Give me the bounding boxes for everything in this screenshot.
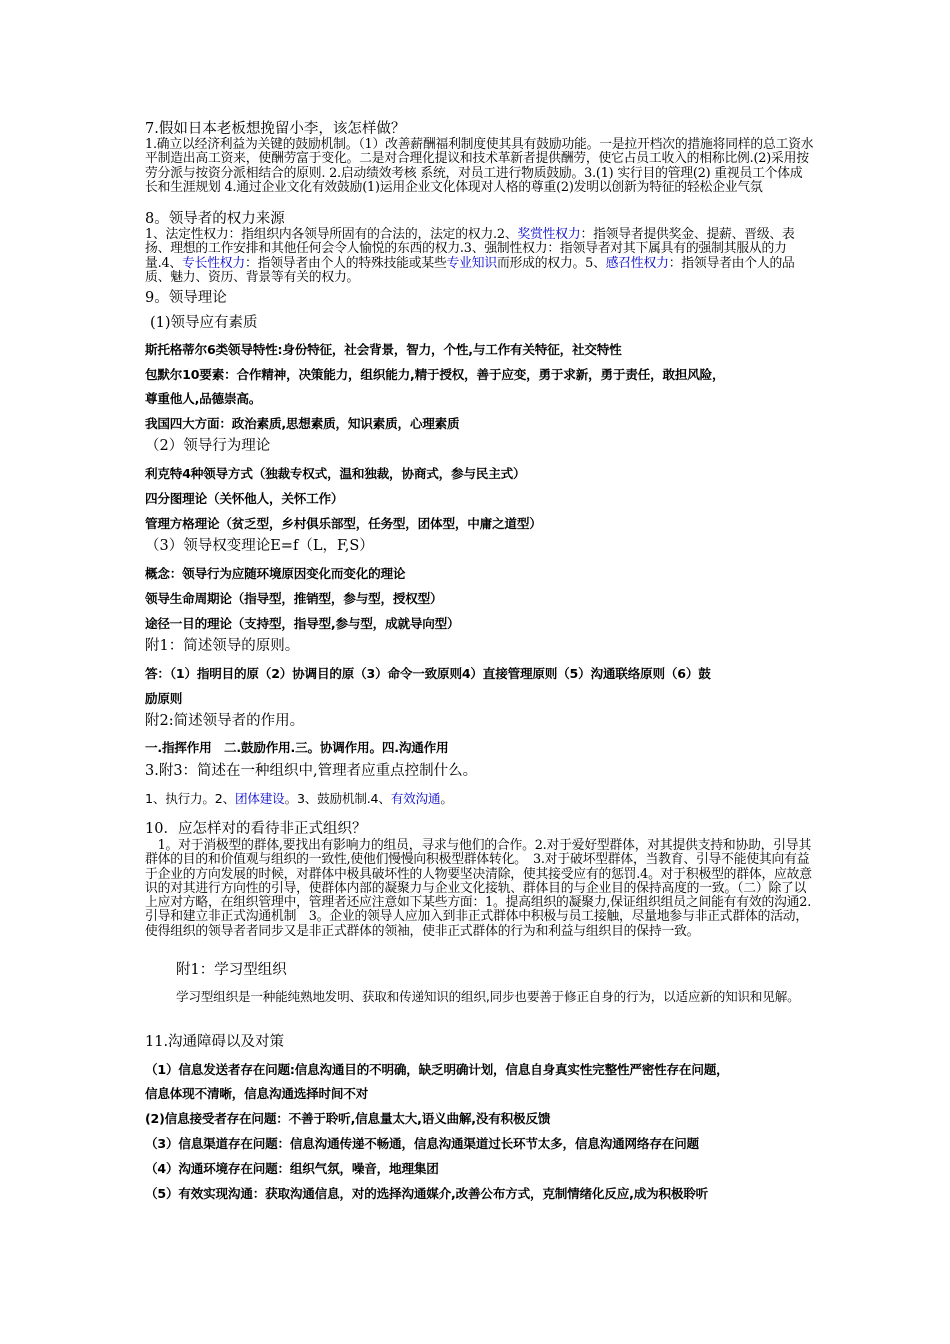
q9-sub3-line2: 领导生命周期论（指导型，推销型，参与型，授权型） [145, 591, 443, 606]
appendix1-heading: 附1：简述领导的原则。 [145, 638, 300, 654]
q9-sub1-line2b: 尊重他人,品德崇高。 [145, 391, 262, 406]
q10-body: 1。对于消极型的群体,要找出有影响力的组员，寻求与他们的合作。2.对于爱好型群体，对其提供支持和协助，引导其群体的目的和价值观与组织的一致性,使他们慢慢向积极型群体转化。 3.对于破坏型群体，当教育、引导不能使其向有益于企业的方向发展的时候，对群体中极具破坏性的人物要坚决清除，使其接受应有的惩罚.4。对于积极型的群体，应故意识的对其进行方向性的引导，使群体内部的凝聚力与企业文化接轨、群体目的与企业目的保持高度的一致。（二）除了以上应对方略，在组织管理中，管理者还应注意如下某些方面：1。提高组织的凝聚力,保证组织组员之间能有有效的沟通2.引导和建立非正式沟通机制 3。企业的领导人应加入到非正式群体中积极与员工接触，尽量地参与非正式群体的活动，使得组织的领导者者同步又是非正式群体的领袖，使非正式群体的行为和利益与组织目的保持一致。 [145, 838, 812, 939]
appendix2-heading: 附2:简述领导者的作用。 [145, 713, 305, 729]
q8-text-4: 而形成的权力。5、 [496, 255, 606, 271]
q11-line1b: 信息体现不清晰，信息沟通选择时间不对 [145, 1086, 369, 1101]
q9-sub2-heading: （2）领导行为理论 [145, 438, 271, 454]
q8-text-5: ：指领导者由个人的品质、魅力、资历、背景等有关的权力。 [145, 255, 795, 285]
q9-sub3-line1: 概念：领导行为应随环境原因变化而变化的理论 [145, 566, 406, 581]
appendix1-answer-a: 答：（1）指明目的原（2）协调目的原（3）命令一致原则4）直接管理原则（5）沟通联络原则（6）鼓 [145, 666, 711, 681]
q9-sub2-line2: 四分图理论（关怀他人，关怀工作） [145, 491, 344, 506]
professional-knowledge-link[interactable]: 专业知识 [446, 255, 497, 271]
expert-power-link[interactable]: 专长性权力 [182, 255, 246, 271]
q11-line4: （4）沟通环境存在问题：组织气氛，噪音，地理集团 [145, 1161, 439, 1176]
appendix1-answer-b: 励原则 [145, 691, 183, 706]
appendix3-text-3: 。 [440, 791, 453, 806]
q11-line1a: （1）信息发送者存在问题:信息沟通目的不明确，缺乏明确计划，信息自身真实性完整性严密性存在问题， [145, 1062, 729, 1077]
q9-sub3-heading: （3）领导权变理论E=f（L，F,S） [145, 538, 374, 554]
appendix2-answer: 一.指挥作用 二.鼓励作用.三。协调作用。四.沟通作用 [145, 740, 449, 755]
q7-heading: 7.假如日本老板想挽留小李，该怎样做？ [145, 121, 406, 137]
q11-line2: (2)信息接受者存在问题：不善于聆听,信息量太大,语义曲解,没有积极反馈 [145, 1111, 551, 1126]
appendix3-heading: 3.附3：简述在一种组织中,管理者应重点控制什么。 [145, 763, 478, 779]
team-building-link[interactable]: 团体建设 [235, 791, 285, 806]
q8-body [145, 228, 815, 285]
q9-sub3-line3: 途径一目的理论（支持型，指导型,参与型，成就导向型） [145, 616, 460, 631]
q10-appendix-heading: 附1：学习型组织 [176, 962, 287, 978]
q10-heading: 10．应怎样对的看待非正式组织？ [145, 821, 367, 837]
q9-sub1-line1: 斯托格蒂尔6类领导特性:身份特征，社会背景，智力，个性,与工作有关特征，社交特性 [145, 342, 622, 357]
reward-power-link[interactable]: 奖赏性权力 [517, 227, 581, 242]
q9-heading: 9。领导理论 [145, 290, 227, 306]
referent-power-link[interactable]: 感召性权力 [605, 255, 669, 271]
q9-sub2-line1: 利克特4种领导方式（独裁专权式，温和独裁，协商式，参与民主式） [145, 466, 526, 481]
effective-communication-link[interactable]: 有效沟通 [390, 791, 441, 806]
q8-text-3: ：指领导者由个人的特殊技能或某些 [245, 255, 447, 271]
q9-sub1-heading: (1)领导应有素质 [150, 315, 258, 331]
q9-sub1-line3: 我国四大方面：政治素质,思想素质，知识素质，心理素质 [145, 416, 460, 431]
q7-body: 1.确立以经济利益为关键的鼓励机制。（1）改善薪酬福利制度使其具有鼓励功能。一是拉开档次的措施将同样的总工资水平制造出高工资来，使酬劳富于变化。二是对合理化提议和技术革新者提供酬劳，使它占员工收入的相称比例.(2)采用按劳分派与按资分派相结合的原则. 2.启动绩效考核 系统，对员工进行物质鼓励。3.(1) 实行目的管理(2) 重视员工个体成长和生涯规划 4.通过企业文化有效鼓励(1)运用企业文化体现对人格的尊重(2)发明以创新为特征的轻松企业气氛 [145, 137, 814, 195]
q8-text-2: ：指领导者提供奖金、提薪、晋级、表扬、理想的工作安排和其他任何会令人愉悦的东西的权力.3、强制性权力：指领导者对其下属具有的强制其服从的力量.4、 [145, 227, 795, 271]
q11-line3: （3）信息渠道存在问题：信息沟通传递不畅通，信息沟通渠道过长环节太多，信息沟通网络存在问题 [145, 1136, 699, 1151]
appendix3-answer [145, 786, 815, 811]
q10-appendix-body: 学习型组织是一种能纯熟地发明、获取和传递知识的组织,同步也要善于修正自身的行为，以适应新的知识和见解。 [176, 989, 800, 1004]
q11-line5: （5）有效实现沟通：获取沟通信息，对的选择沟通媒介,改善公布方式，克制情绪化反应,成为积极聆听 [145, 1186, 709, 1201]
appendix3-text-1: 1、执行力。2、 [145, 791, 235, 806]
q8-heading: 8。领导者的权力来源 [145, 211, 285, 227]
q9-sub1-line2a: 包默尔10要素：合作精神，决策能力，组织能力,精于授权，善于应变，勇于求新，勇于责任，敢担风险， [145, 367, 725, 382]
q11-heading: 11.沟通障碍以及对策 [145, 1034, 285, 1050]
q8-text-1: 1、法定性权力：指组织内各领导所固有的合法的，法定的权力.2、 [145, 227, 518, 242]
q9-sub2-line3: 管理方格理论（贫乏型，乡村俱乐部型，任务型，团体型，中庸之道型） [145, 516, 542, 531]
appendix3-text-2: 。3、鼓励机制.4、 [284, 791, 391, 806]
